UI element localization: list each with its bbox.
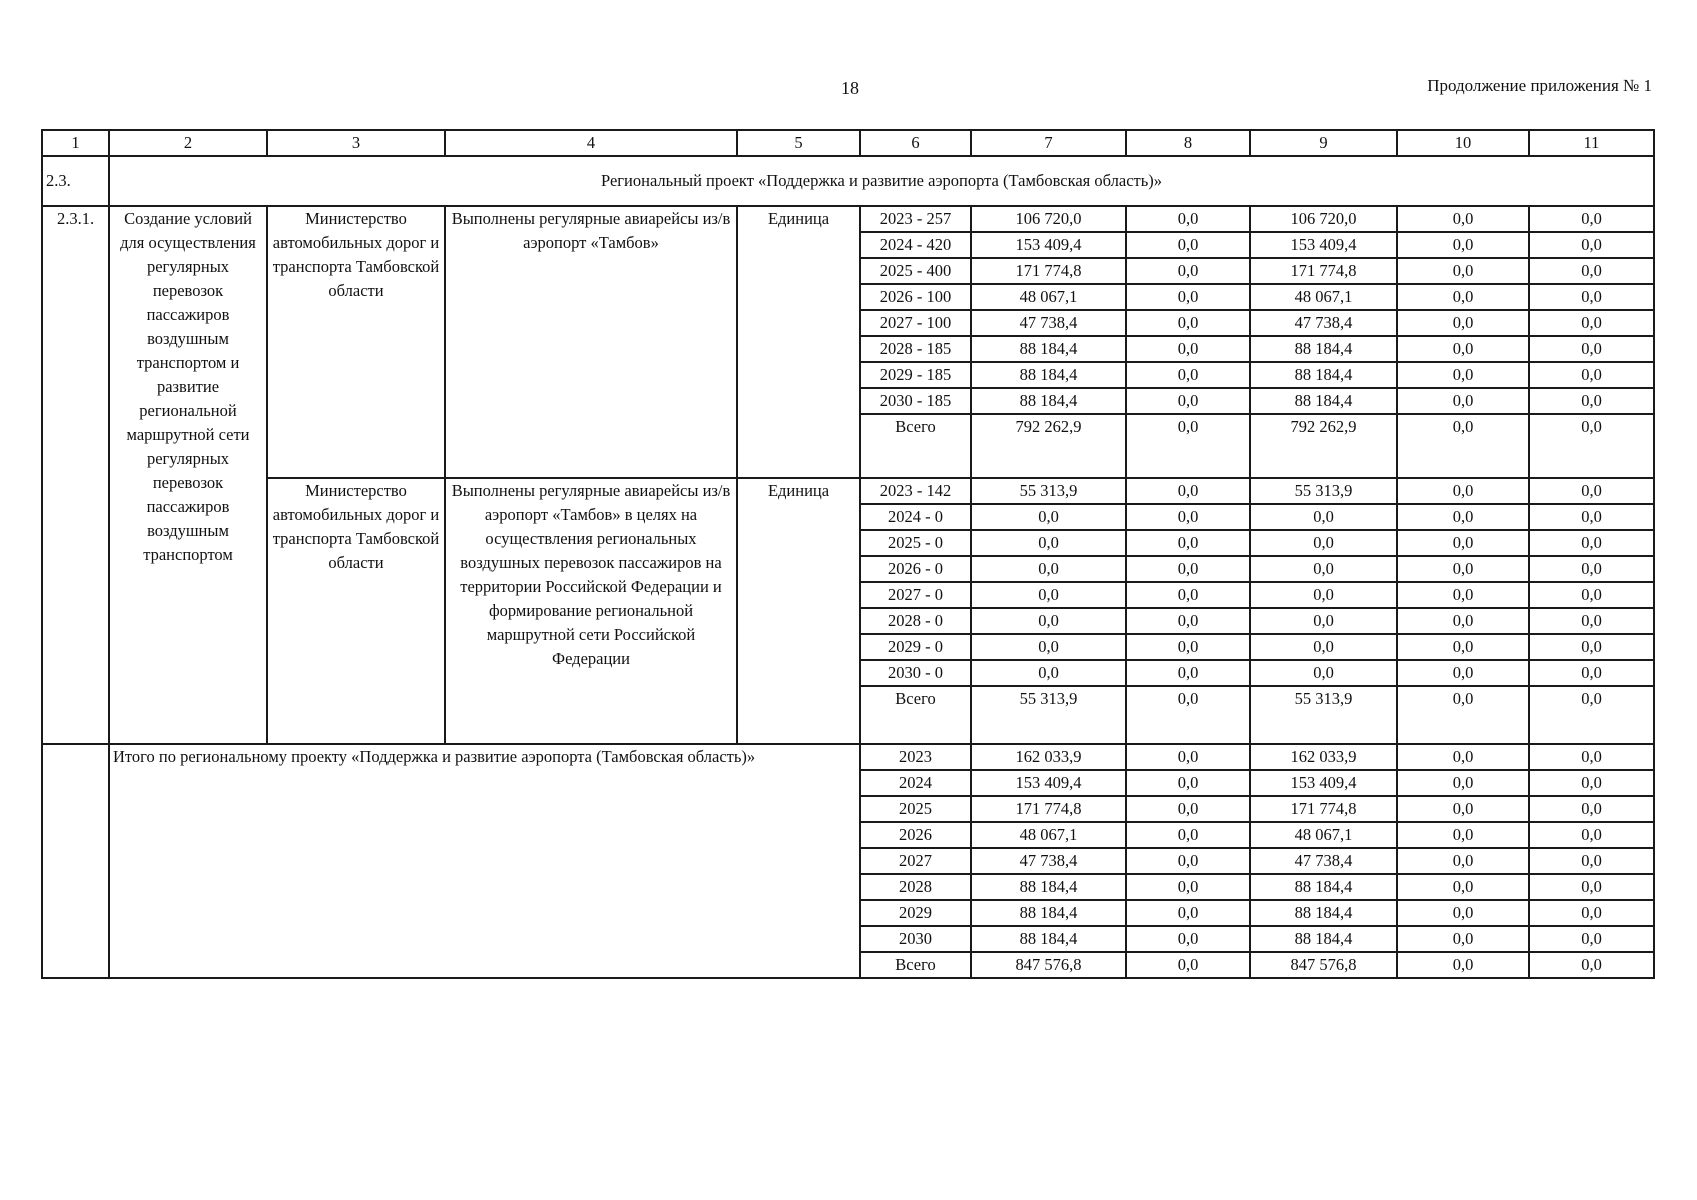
value-cell: 0,0 [1397,362,1529,388]
value-cell: 0,0 [1529,770,1654,796]
value-cell: 0,0 [1529,362,1654,388]
value-cell: 0,0 [1126,926,1250,952]
value-cell: 847 576,8 [1250,952,1397,978]
value-cell: 88 184,4 [1250,336,1397,362]
value-cell: 0,0 [1397,530,1529,556]
value-cell: 0,0 [1126,336,1250,362]
value-cell: 0,0 [1529,608,1654,634]
section-title: Региональный проект «Поддержка и развитие аэропорта (Тамбовская область)» [109,156,1654,206]
value-cell: 0,0 [1529,634,1654,660]
value-cell: 0,0 [1126,556,1250,582]
value-cell: 0,0 [1250,556,1397,582]
column-header: 6 [860,130,971,156]
year-cell: 2026 - 100 [860,284,971,310]
value-cell: 153 409,4 [1250,232,1397,258]
value-cell: 0,0 [1126,258,1250,284]
value-cell: 47 738,4 [1250,310,1397,336]
year-cell: 2029 - 0 [860,634,971,660]
value-cell: 88 184,4 [971,336,1126,362]
value-cell: 0,0 [1529,530,1654,556]
value-cell: 0,0 [1126,660,1250,686]
result-cell: Выполнены регулярные авиарейсы из/в аэропорт «Тамбов» в целях на осуществления региональных воздушных перевозок пассажиров на территории Российской Федерации и формирование региональной маршрутной сети Российской Федерации [445,478,737,744]
total-row [42,744,1654,770]
value-cell: 0,0 [1397,796,1529,822]
year-cell: 2028 [860,874,971,900]
value-cell: 0,0 [1126,310,1250,336]
value-cell: 106 720,0 [1250,206,1397,232]
value-cell: 0,0 [971,634,1126,660]
result-cell: Выполнены регулярные авиарейсы из/в аэропорт «Тамбов» [445,206,737,478]
value-cell: 792 262,9 [1250,414,1397,478]
value-cell: 0,0 [1397,874,1529,900]
year-cell: 2030 - 0 [860,660,971,686]
value-cell: 0,0 [1126,770,1250,796]
year-cell: 2028 - 0 [860,608,971,634]
value-cell: 48 067,1 [1250,284,1397,310]
value-cell: 0,0 [1397,660,1529,686]
year-cell: Всего [860,952,971,978]
value-cell: 47 738,4 [971,848,1126,874]
column-header: 5 [737,130,860,156]
year-cell: 2025 - 400 [860,258,971,284]
column-header: 3 [267,130,445,156]
value-cell: 0,0 [1126,232,1250,258]
year-cell: 2027 - 100 [860,310,971,336]
value-cell: 88 184,4 [971,926,1126,952]
value-cell: 0,0 [1529,582,1654,608]
table-row [42,206,1654,232]
value-cell: 0,0 [1250,530,1397,556]
value-cell: 0,0 [1529,232,1654,258]
unit-cell: Единица [737,478,860,744]
executor-cell: Министерство автомобильных дорог и транспорта Тамбовской области [267,478,445,744]
year-cell: 2024 - 0 [860,504,971,530]
column-header: 1 [42,130,109,156]
year-cell: 2026 [860,822,971,848]
value-cell: 0,0 [1529,478,1654,504]
value-cell: 0,0 [1397,414,1529,478]
value-cell: 792 262,9 [971,414,1126,478]
value-cell: 0,0 [1126,822,1250,848]
column-header: 9 [1250,130,1397,156]
value-cell: 0,0 [1529,686,1654,744]
value-cell: 171 774,8 [971,796,1126,822]
column-header: 11 [1529,130,1654,156]
column-header: 8 [1126,130,1250,156]
value-cell: 0,0 [1529,822,1654,848]
year-cell: 2023 - 257 [860,206,971,232]
section-row [42,156,1654,206]
value-cell: 0,0 [1529,848,1654,874]
value-cell: 0,0 [1126,582,1250,608]
value-cell: 0,0 [1529,284,1654,310]
value-cell: 88 184,4 [1250,926,1397,952]
value-cell: 0,0 [1529,660,1654,686]
year-cell: 2028 - 185 [860,336,971,362]
value-cell: 88 184,4 [971,874,1126,900]
year-cell: Всего [860,414,971,478]
year-cell: 2030 - 185 [860,388,971,414]
value-cell: 0,0 [1126,284,1250,310]
value-cell: 0,0 [1397,258,1529,284]
value-cell: 0,0 [1397,608,1529,634]
value-cell: 0,0 [1397,686,1529,744]
value-cell: 0,0 [1126,796,1250,822]
value-cell: 0,0 [1126,634,1250,660]
year-cell: 2030 [860,926,971,952]
value-cell: 0,0 [1126,608,1250,634]
value-cell: 0,0 [1397,900,1529,926]
year-cell: 2024 - 420 [860,232,971,258]
value-cell: 162 033,9 [1250,744,1397,770]
year-cell: 2029 - 185 [860,362,971,388]
total-label: Итого по региональному проекту «Поддержка и развитие аэропорта (Тамбовская область)» [109,744,860,978]
value-cell: 55 313,9 [1250,478,1397,504]
value-cell: 55 313,9 [971,478,1126,504]
value-cell: 0,0 [1397,232,1529,258]
year-cell: 2024 [860,770,971,796]
value-cell: 88 184,4 [971,900,1126,926]
value-cell: 0,0 [1529,900,1654,926]
value-cell: 0,0 [1529,504,1654,530]
value-cell: 0,0 [1529,336,1654,362]
value-cell: 0,0 [971,608,1126,634]
column-header: 7 [971,130,1126,156]
value-cell: 88 184,4 [971,362,1126,388]
value-cell: 0,0 [1126,504,1250,530]
value-cell: 0,0 [1126,848,1250,874]
page-number: 18 [841,78,859,98]
value-cell: 0,0 [1250,634,1397,660]
value-cell: 0,0 [1397,478,1529,504]
year-cell: Всего [860,686,971,744]
value-cell: 55 313,9 [1250,686,1397,744]
value-cell: 0,0 [1250,582,1397,608]
year-cell: 2025 - 0 [860,530,971,556]
value-cell: 0,0 [1529,258,1654,284]
year-cell: 2023 - 142 [860,478,971,504]
continuation-label: Продолжение приложения № 1 [1427,76,1652,95]
value-cell: 0,0 [1397,634,1529,660]
value-cell: 0,0 [1529,952,1654,978]
column-header: 2 [109,130,267,156]
value-cell: 0,0 [1126,388,1250,414]
value-cell: 153 409,4 [971,232,1126,258]
value-cell: 0,0 [1126,530,1250,556]
value-cell: 171 774,8 [971,258,1126,284]
value-cell: 0,0 [1397,744,1529,770]
year-cell: 2026 - 0 [860,556,971,582]
value-cell: 0,0 [1529,206,1654,232]
value-cell: 88 184,4 [1250,874,1397,900]
value-cell: 847 576,8 [971,952,1126,978]
value-cell: 0,0 [1126,900,1250,926]
value-cell: 0,0 [1397,504,1529,530]
value-cell: 162 033,9 [971,744,1126,770]
value-cell: 0,0 [1529,310,1654,336]
value-cell: 0,0 [971,504,1126,530]
column-header: 10 [1397,130,1529,156]
value-cell: 0,0 [1397,952,1529,978]
value-cell: 0,0 [1397,556,1529,582]
value-cell: 0,0 [1529,926,1654,952]
year-cell: 2029 [860,900,971,926]
value-cell: 171 774,8 [1250,258,1397,284]
value-cell: 0,0 [1529,796,1654,822]
year-cell: 2025 [860,796,971,822]
value-cell: 0,0 [1397,310,1529,336]
value-cell: 0,0 [1397,336,1529,362]
value-cell: 0,0 [1397,926,1529,952]
column-header-row [42,130,1654,156]
value-cell: 0,0 [1126,874,1250,900]
value-cell: 0,0 [1126,952,1250,978]
value-cell: 0,0 [1126,362,1250,388]
value-cell: 0,0 [1250,504,1397,530]
value-cell: 0,0 [1126,206,1250,232]
value-cell: 0,0 [1529,744,1654,770]
value-cell: 47 738,4 [1250,848,1397,874]
value-cell: 0,0 [1529,388,1654,414]
value-cell: 0,0 [1397,284,1529,310]
value-cell: 88 184,4 [1250,362,1397,388]
value-cell: 153 409,4 [971,770,1126,796]
value-cell: 88 184,4 [971,388,1126,414]
value-cell: 0,0 [1529,556,1654,582]
column-header: 4 [445,130,737,156]
value-cell: 0,0 [971,582,1126,608]
item-number: 2.3.1. [42,206,109,744]
value-cell: 153 409,4 [1250,770,1397,796]
total-number-cell [42,744,109,978]
value-cell: 0,0 [1397,388,1529,414]
value-cell: 48 067,1 [971,822,1126,848]
value-cell: 0,0 [1529,874,1654,900]
value-cell: 0,0 [1529,414,1654,478]
table-row [42,478,1654,504]
value-cell: 0,0 [1397,770,1529,796]
item-name: Создание условий для осуществления регулярных перевозок пассажиров воздушным транспортом и развитие региональной маршрутной сети регулярных перевозок пассажиров воздушным транспортом [109,206,267,744]
value-cell: 0,0 [1250,660,1397,686]
value-cell: 0,0 [1126,686,1250,744]
value-cell: 0,0 [1397,582,1529,608]
executor-cell: Министерство автомобильных дорог и транспорта Тамбовской области [267,206,445,478]
value-cell: 88 184,4 [1250,900,1397,926]
value-cell: 48 067,1 [1250,822,1397,848]
value-cell: 0,0 [971,556,1126,582]
value-cell: 106 720,0 [971,206,1126,232]
year-cell: 2023 [860,744,971,770]
value-cell: 0,0 [1250,608,1397,634]
section-number: 2.3. [42,156,109,206]
value-cell: 0,0 [1397,822,1529,848]
value-cell: 47 738,4 [971,310,1126,336]
value-cell: 48 067,1 [971,284,1126,310]
value-cell: 0,0 [1126,414,1250,478]
value-cell: 0,0 [971,660,1126,686]
value-cell: 55 313,9 [971,686,1126,744]
value-cell: 0,0 [1397,206,1529,232]
year-cell: 2027 [860,848,971,874]
unit-cell: Единица [737,206,860,478]
value-cell: 0,0 [1126,478,1250,504]
value-cell: 88 184,4 [1250,388,1397,414]
appendix-table [41,129,1655,979]
value-cell: 0,0 [1397,848,1529,874]
value-cell: 0,0 [1126,744,1250,770]
value-cell: 171 774,8 [1250,796,1397,822]
value-cell: 0,0 [971,530,1126,556]
year-cell: 2027 - 0 [860,582,971,608]
